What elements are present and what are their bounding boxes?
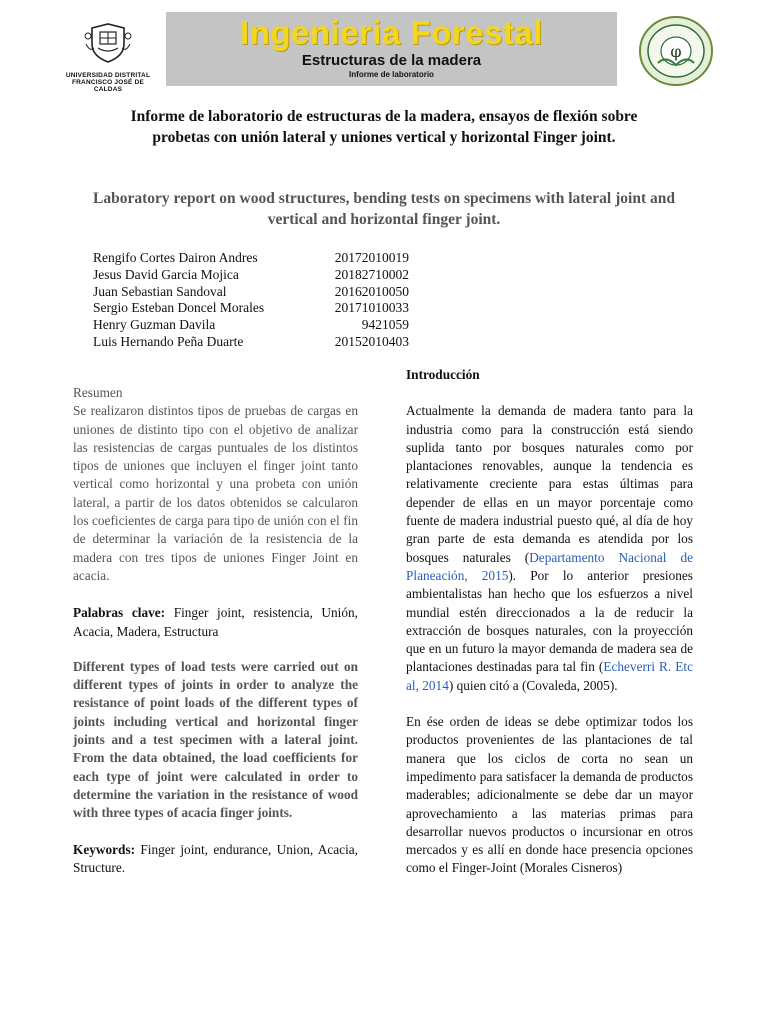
intro-paragraph-1	[406, 402, 693, 695]
university-name: UNIVERSIDAD DISTRITAL	[65, 72, 151, 79]
intro-text-c: ) quien citó a (Covaleda, 2005).	[448, 677, 618, 693]
author-id: 9421059	[361, 317, 409, 333]
resumen-text: Se realizaron distintos tipos de pruebas de cargas en uniones de distinto tipo con el objetivo de analizar las resistencias de cargas puntuales de los distintos tipos de uniones que incluyen el finger joint tanto vertical como horizontal y una probeta con unión lateral, a partir de los datos obtenidos se calcularon los coeficientes de carga para tipo de unión con el fin de determinar la variación de la resistencia de la madera con tres tipos de uniones Finger Joint en acacia.	[73, 403, 358, 583]
author-row	[93, 250, 423, 267]
title-english: Laboratory report on wood structures, bending tests on specimens with lateral joint and vertical and horizontal finger joint.	[93, 190, 675, 228]
intro-text-b: ). Por lo anterior presiones ambientalistas han hecho que los esfuerzos a nivel mundial estén direccionados a la de reducir la extracción de bosques naturales, con la proyección que en un futuro la mayor demanda de madera sea de plantaciones destinadas para tal fin (	[406, 567, 693, 675]
keywords-text: Finger joint, endurance, Union, Acacia, Structure.	[73, 841, 358, 875]
university-logo	[58, 22, 158, 93]
intro-paragraph-2: En ése orden de ideas se debe optimizar todos los productos provenientes de las plantaciones de tal manera que los ciclos de corta no sean un impedimento para satisfacer la demanda de productos maderables; adicionalmente se debe dar un mayor aprovechamiento a las materias primas para desarrollar nuevos productos o incursionar en otros mercados y es allí en donde hace presencia opciones como el Finger-Joint (Morales Cisneros)	[406, 714, 693, 876]
author-row	[93, 284, 423, 301]
author-id: 20172010019	[334, 250, 409, 265]
author-row	[93, 267, 423, 284]
banner-caption: Informe de laboratorio	[349, 70, 434, 79]
palabras-clave	[73, 604, 358, 641]
abstract-text: Different types of load tests were carried out on different types of joints in order to analyze the resistance of point loads of the different types of joints including vertical and horizontal finger joints and a test specimen with a lateral joint. From the data obtained, the load coefficients for each type of joint were calculated in order to determine the variation in the resistance of wood with three types of acacia finger joints.	[73, 658, 358, 821]
keywords-label: Keywords:	[73, 841, 136, 857]
author-row	[93, 334, 423, 351]
author-id: 20182710002	[334, 266, 409, 282]
intro-text-a: Actualmente la demanda de madera tanto para la industria como para la construcción está siendo suplida tanto por bosques naturales como por plantaciones renovables, aunque la tendencia es relativamente creciente para estas últimas para depender de ellas en un mayor porcentaje como fuente de madera industrial puesto qué, al día de hoy gran parte de esta demanda es atendida por los bosques naturales (	[406, 403, 693, 565]
author-name: Sergio Esteban Doncel Morales	[93, 300, 265, 316]
svg-text:φ: φ	[670, 42, 682, 61]
resumen-heading: Resumen	[73, 385, 123, 400]
left-column	[73, 384, 358, 877]
citation-link-echeverri[interactable]: Echeverri R. Etc al, 2014	[406, 659, 693, 693]
author-id: 20162010050	[334, 283, 409, 299]
intro-heading: Introducción	[406, 367, 480, 382]
faculty-seal-icon	[638, 15, 714, 87]
banner-title: Ingenieria Forestal	[240, 14, 543, 51]
author-id: 20152010403	[334, 333, 409, 349]
university-crest-icon	[84, 22, 132, 64]
author-row	[93, 317, 423, 334]
palabras-clave-label: Palabras clave:	[73, 605, 166, 621]
header-banner	[166, 12, 617, 86]
citation-link-dnp[interactable]: Departamento Nacional de Planeación, 2015	[406, 549, 693, 583]
author-name: Luis Hernando Peña Duarte	[93, 333, 244, 349]
keywords	[73, 841, 358, 878]
author-list	[93, 250, 423, 351]
author-row	[93, 300, 423, 317]
author-name: Henry Guzman Davila	[93, 317, 216, 333]
author-name: Juan Sebastian Sandoval	[93, 283, 227, 299]
banner-subtitle: Estructuras de la madera	[301, 52, 482, 69]
title-spanish: Informe de laboratorio de estructuras de la madera, ensayos de flexión sobre probetas con unión lateral y uniones vertical y horizontal Finger joint.	[130, 108, 638, 146]
author-id: 20171010033	[334, 300, 409, 316]
university-subname: FRANCISCO JOSÉ DE CALDAS	[71, 79, 145, 93]
author-name: Jesus David Garcia Mojica	[93, 266, 239, 282]
author-name: Rengifo Cortes Dairon Andres	[93, 250, 258, 265]
palabras-clave-text: Finger joint, resistencia, Unión, Acacia, Madera, Estructura	[73, 605, 358, 639]
right-column	[406, 366, 693, 878]
